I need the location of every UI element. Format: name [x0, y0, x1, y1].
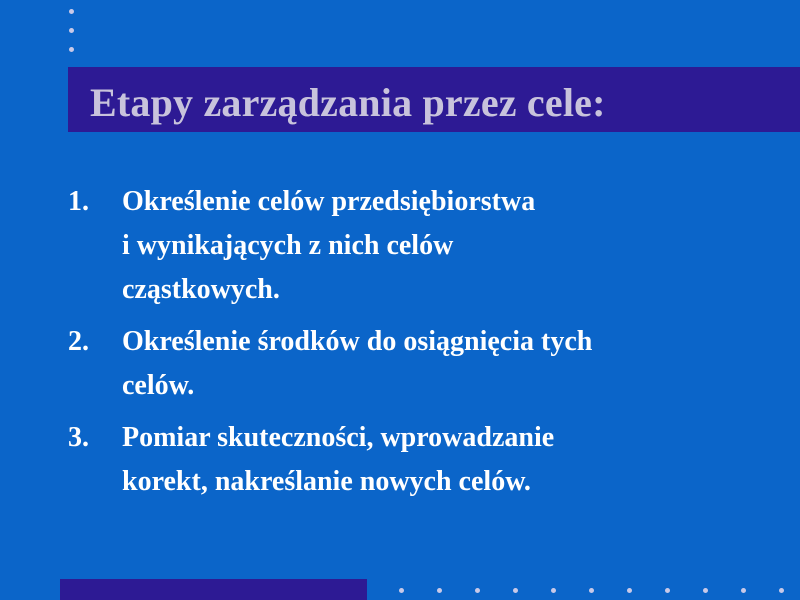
list-item-line: Pomiar skuteczności, wprowadzanie: [122, 422, 555, 453]
dot-icon: [703, 588, 708, 593]
list-item-text: [122, 180, 738, 312]
numbered-list: [68, 180, 738, 512]
list-item-line: korekt, nakreślanie nowych celów.: [122, 466, 531, 497]
dot-icon: [437, 588, 442, 593]
list-item-text: [122, 320, 738, 408]
list-item-number: 3.: [68, 422, 89, 453]
list-item-line: cząstkowych.: [122, 274, 280, 305]
dot-icon: [741, 588, 746, 593]
list-item-number: 1.: [68, 186, 89, 217]
list-item-number: 2.: [68, 326, 89, 357]
list-item: [68, 180, 738, 312]
dot-icon: [69, 28, 74, 33]
list-item-line: Określenie celów przedsiębiorstwa: [122, 186, 536, 217]
list-item-line: Określenie środków do osiągnięcia tych: [122, 326, 593, 357]
dot-icon: [513, 588, 518, 593]
dot-icon: [69, 9, 74, 14]
dot-icon: [627, 588, 632, 593]
dot-icon: [589, 588, 594, 593]
dot-icon: [551, 588, 556, 593]
dot-icon: [475, 588, 480, 593]
list-item-line: i wynikających z nich celów: [122, 230, 454, 261]
list-item-line: celów.: [122, 370, 195, 401]
decorative-vertical-dots: [69, 9, 75, 66]
dot-icon: [399, 588, 404, 593]
list-item: [68, 416, 738, 504]
dot-icon: [779, 588, 784, 593]
slide-title: Etapy zarządzania przez cele:: [90, 80, 606, 125]
footer-bar: [60, 579, 367, 600]
list-item-text: [122, 416, 738, 504]
decorative-horizontal-dots: [399, 588, 800, 593]
dot-icon: [69, 47, 74, 52]
list-item: [68, 320, 738, 408]
dot-icon: [665, 588, 670, 593]
title-bar: [68, 67, 800, 132]
